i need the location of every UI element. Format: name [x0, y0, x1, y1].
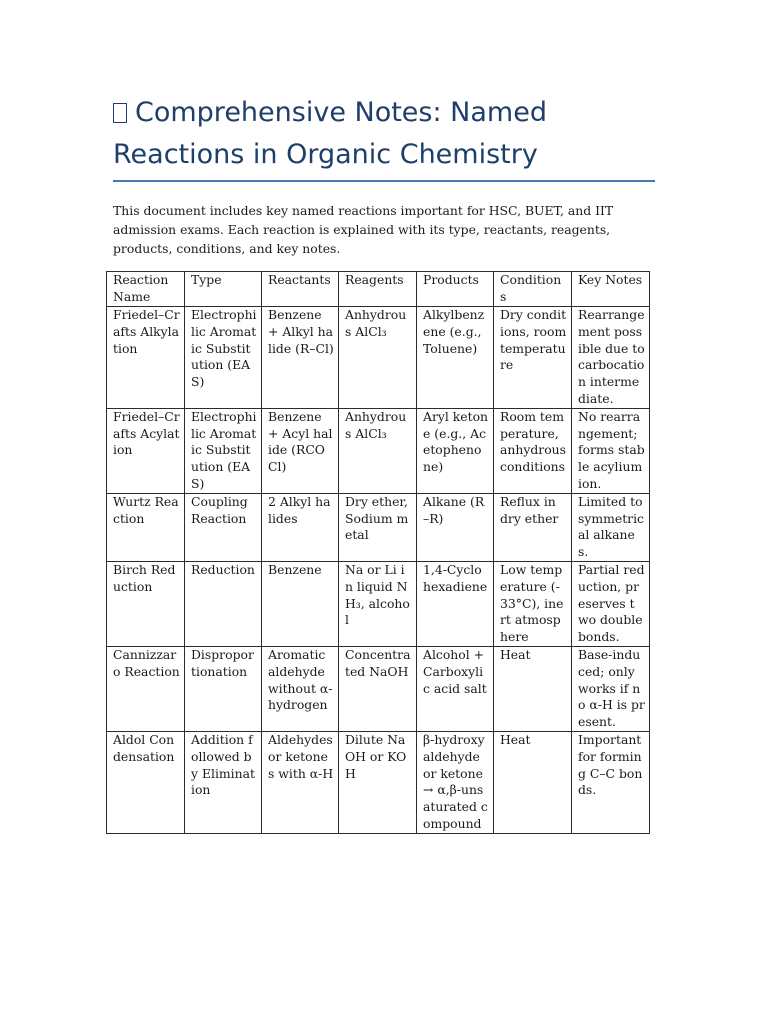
cell-products: Alkylbenzene (e.g., Toluene)	[417, 307, 494, 409]
cell-key-notes: Rearrangement possible due to carbocation intermediate.	[572, 307, 650, 409]
table-row	[107, 646, 650, 731]
cell-reactants: Aromatic aldehyde without α-hydrogen	[262, 646, 339, 731]
table-header-row	[107, 272, 650, 307]
cell-conditions: Reflux in dry ether	[494, 493, 572, 561]
table-row	[107, 307, 650, 409]
cell-type: Disproportionation	[185, 646, 262, 731]
cell-type: Coupling Reaction	[185, 493, 262, 561]
cell-reactants: Aldehydes or ketones with α-H	[262, 731, 339, 833]
document-icon	[113, 103, 127, 123]
cell-conditions: Room temperature, anhydrous conditions	[494, 408, 572, 493]
header-reactants: Reactants	[262, 272, 339, 307]
cell-products: Alcohol + Carboxylic acid salt	[417, 646, 494, 731]
cell-type: Addition followed by Elimination	[185, 731, 262, 833]
cell-reaction-name: Cannizzaro Reaction	[107, 646, 185, 731]
table-row	[107, 731, 650, 833]
cell-reagents: Concentrated NaOH	[339, 646, 417, 731]
cell-reaction-name: Friedel–Crafts Alkylation	[107, 307, 185, 409]
cell-reactants: Benzene + Alkyl halide (R–Cl)	[262, 307, 339, 409]
cell-conditions: Heat	[494, 731, 572, 833]
cell-conditions: Dry conditions, room temperature	[494, 307, 572, 409]
cell-reactants: Benzene	[262, 561, 339, 646]
cell-reactants: Benzene + Acyl halide (RCOCl)	[262, 408, 339, 493]
cell-products: Alkane (R–R)	[417, 493, 494, 561]
cell-conditions: Heat	[494, 646, 572, 731]
cell-reaction-name: Friedel–Crafts Acylation	[107, 408, 185, 493]
cell-reagents: Anhydrous AlCl₃	[339, 408, 417, 493]
header-reagents: Reagents	[339, 272, 417, 307]
header-reaction-name: Reaction Name	[107, 272, 185, 307]
cell-reagents: Dry ether, Sodium metal	[339, 493, 417, 561]
document-title-text: Comprehensive Notes: Named Reactions in Organic Chemistry	[113, 97, 547, 170]
table-row	[107, 493, 650, 561]
cell-reagents: Dilute NaOH or KOH	[339, 731, 417, 833]
cell-key-notes: Important for forming C–C bonds.	[572, 731, 650, 833]
header-conditions: Conditions	[494, 272, 572, 307]
cell-products: β-hydroxy aldehyde or ketone → α,β-unsaturated compound	[417, 731, 494, 833]
cell-key-notes: Limited to symmetrical alkanes.	[572, 493, 650, 561]
header-type: Type	[185, 272, 262, 307]
cell-reactants: 2 Alkyl halides	[262, 493, 339, 561]
header-products: Products	[417, 272, 494, 307]
table-row	[107, 561, 650, 646]
reactions-table	[106, 271, 650, 834]
cell-type: Electrophilic Aromatic Substitution (EAS)	[185, 307, 262, 409]
cell-type: Reduction	[185, 561, 262, 646]
header-key-notes: Key Notes	[572, 272, 650, 307]
cell-key-notes: No rearrangement; forms stable acylium ion.	[572, 408, 650, 493]
table-row	[107, 408, 650, 493]
cell-products: Aryl ketone (e.g., Acetophenone)	[417, 408, 494, 493]
document-title	[113, 92, 658, 176]
cell-key-notes: Base-induced; only works if no α-H is present.	[572, 646, 650, 731]
cell-key-notes: Partial reduction, preserves two double bonds.	[572, 561, 650, 646]
cell-conditions: Low temperature (-33°C), inert atmosphere	[494, 561, 572, 646]
title-divider	[113, 180, 655, 182]
cell-reagents: Na or Li in liquid NH₃, alcohol	[339, 561, 417, 646]
intro-paragraph: This document includes key named reactions important for HSC, BUET, and IIT admission exams. Each reaction is explained with its type, reactants, reagents, products, conditions, and key notes.	[113, 203, 614, 256]
cell-products: 1,4-Cyclohexadiene	[417, 561, 494, 646]
cell-reagents: Anhydrous AlCl₃	[339, 307, 417, 409]
cell-reaction-name: Birch Reduction	[107, 561, 185, 646]
cell-reaction-name: Wurtz Reaction	[107, 493, 185, 561]
cell-type: Electrophilic Aromatic Substitution (EAS)	[185, 408, 262, 493]
cell-reaction-name: Aldol Condensation	[107, 731, 185, 833]
